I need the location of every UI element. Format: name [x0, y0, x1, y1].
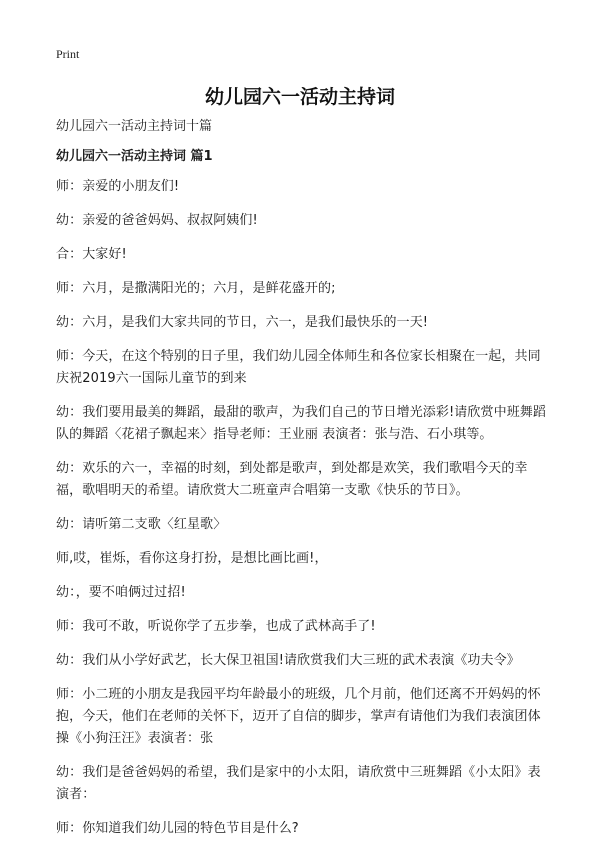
- paragraph: 幼：亲爱的爸爸妈妈、叔叔阿姨们!: [56, 213, 258, 228]
- paragraph: 幼：欢乐的六一，幸福的时刻，到处都是歌声，到处都是欢笑，我们歌唱今天的幸福，歌唱明天的希望。请欣赏大二班童声合唱第一支歌《快乐的节日》。: [56, 461, 528, 498]
- paragraph: 幼：我们是爸爸妈妈的希望，我们是家中的小太阳，请欣赏中三班舞蹈《小太阳》表演者：: [56, 765, 541, 802]
- paragraph: 师：你知道我们幼儿园的特色节目是什么?: [56, 821, 299, 836]
- paragraph: 幼：请听第二支歌〈红星歌〉: [56, 517, 227, 532]
- paragraph: 师：小二班的小朋友是我园平均年龄最小的班级，几个月前，他们还离不开妈妈的怀抱，今天，他们在老师的关怀下，迈开了自信的脚步，掌声有请他们为我们表演团体操《小狗汪汪》表演者：张: [56, 687, 541, 746]
- paragraph: 师：亲爱的小朋友们!: [56, 179, 180, 194]
- paragraph: 幼：六月，是我们大家共同的节日，六一，是我们最快乐的一天!: [56, 315, 429, 330]
- paragraph: 师：今天，在这个特别的日子里，我们幼儿园全体师生和各位家长相聚在一起，共同庆祝2019六一国际儿童节的到来: [56, 349, 541, 386]
- paragraph: 幼：我们从小学好武艺，长大保卫祖国!请欣赏我们大三班的武术表演《功夫令》: [56, 653, 520, 668]
- document-body: [56, 116, 552, 852]
- section-heading: 幼儿园六一活动主持词 篇1: [56, 149, 213, 164]
- paragraph: 师：六月，是撒满阳光的；六月，是鲜花盛开的;: [56, 281, 336, 296]
- paragraph: 合：大家好!: [56, 247, 127, 262]
- document-subtitle: 幼儿园六一活动主持词十篇: [56, 119, 213, 134]
- paragraph: 师,哎，崔烁，看你这身打扮，是想比画比画!，: [56, 551, 328, 566]
- paragraph: 师：我可不敢，听说你学了五步拳，也成了武林高手了!: [56, 619, 376, 634]
- document-title: 幼儿园六一活动主持词: [204, 86, 395, 108]
- paragraph: 幼：我们要用最美的舞蹈，最甜的歌声，为我们自己的节日增光添彩!请欣赏中班舞蹈队的舞蹈〈花裙子飘起来〉指导老师：王业丽 表演者：张与浩、石小琪等。: [56, 405, 547, 442]
- paragraph: 幼：，要不咱俩过过招!: [56, 585, 186, 600]
- print-link[interactable]: Print: [56, 47, 80, 61]
